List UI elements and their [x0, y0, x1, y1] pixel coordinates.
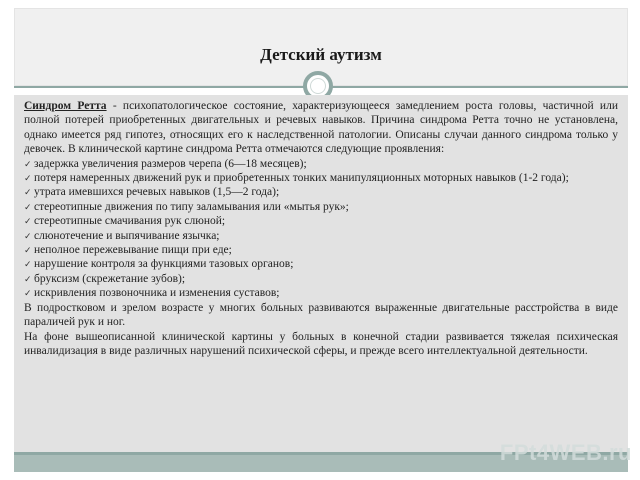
term-rett-syndrome: Синдром Ретта — [24, 100, 107, 112]
symptom-item — [24, 157, 618, 171]
symptom-item — [24, 200, 618, 214]
symptom-text: утрата имевшихся речевых навыков (1,5—2 года); — [34, 186, 280, 199]
symptom-item — [24, 214, 618, 228]
checkmark-icon: ✓ — [24, 288, 32, 299]
symptom-item — [24, 243, 618, 257]
checkmark-icon: ✓ — [24, 259, 32, 270]
symptom-text: неполное пережевывание пищи при еде; — [34, 244, 232, 257]
symptom-list — [24, 157, 618, 301]
paragraph-adolescent: В подростковом и зрелом возрасте у многих больных развиваются выраженные двигательные расстройства в виде параличей рук и ног. — [24, 301, 618, 329]
symptom-text: бруксизм (скрежетание зубов); — [34, 272, 186, 285]
checkmark-icon: ✓ — [24, 187, 32, 198]
checkmark-icon: ✓ — [24, 216, 32, 227]
symptom-item — [24, 272, 618, 286]
checkmark-icon: ✓ — [24, 245, 32, 256]
watermark-logo: FPt4WEB.ru — [499, 440, 632, 465]
symptom-item — [24, 171, 618, 185]
checkmark-icon: ✓ — [24, 230, 32, 241]
content-box — [14, 95, 628, 452]
symptom-text: стереотипные смачивания рук слюной; — [34, 215, 226, 228]
checkmark-icon: ✓ — [24, 201, 32, 212]
checkmark-icon: ✓ — [24, 273, 32, 284]
checkmark-icon: ✓ — [24, 158, 32, 169]
symptom-text: потеря намеренных движений рук и приобретенных тонких манипуляционных моторных навыков (1-2 года); — [34, 172, 569, 185]
symptom-item — [24, 185, 618, 199]
symptom-item — [24, 229, 618, 243]
symptom-text: искривления позвоночника и изменения суставов; — [34, 287, 280, 300]
checkmark-icon: ✓ — [24, 173, 32, 184]
symptom-text: стереотипные движения по типу заламывания или «мытья рук»; — [34, 200, 349, 213]
symptom-item — [24, 257, 618, 271]
symptom-text: нарушение контроля за функциями тазовых органов; — [34, 258, 294, 271]
intro-text: - психопатологическое состояние, характеризующееся замедлением роста головы, частичной или полной потерей приобретенных двигательных и речевых навыков. Причина синдрома Ретта точно не установлена, однако имеется ряд гипотез, относящих его к наследственной патологии. Описаны случаи данного синдрома только у девочек. В клинической картине синдрома Ретта отмечаются следующие проявления: — [24, 100, 618, 156]
symptom-text: слюнотечение и выпячивание язычка; — [34, 229, 220, 242]
intro-paragraph — [24, 99, 618, 157]
paragraph-final-stage: На фоне вышеописанной клинической картины у больных в конечной стадии развивается тяжелая психическая инвалидизация в виде различных нарушений психической сферы, и прежде всего интеллектуальной деятельности. — [24, 330, 618, 357]
symptom-text: задержка увеличения размеров черепа (6—18 месяцев); — [34, 157, 307, 170]
slide-title: Детский аутизм — [260, 45, 382, 64]
symptom-item — [24, 286, 618, 300]
